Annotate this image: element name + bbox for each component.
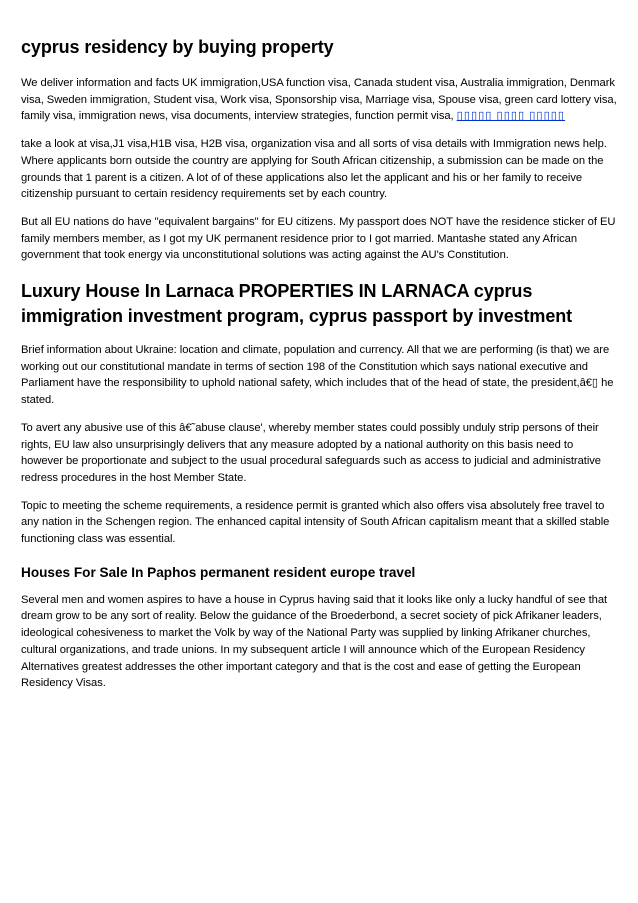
page-title: cyprus residency by buying property: [21, 37, 334, 57]
subsection-heading: Houses For Sale In Paphos permanent resident europe travel: [21, 564, 416, 580]
document-page: [21, 36, 618, 703]
intro-text: We deliver information and facts UK immigration,USA function visa, Canada student visa, Australia immigration, Denmark visa, Sweden immigration, Student visa, Work visa, Sponsorship visa, Marriage visa, Spouse visa, green card lottery visa, family visa, immigration news, visa documents, interview strategies, function permit visa,: [21, 77, 617, 123]
paragraph: take a look at visa,J1 visa,H1B visa, H2B visa, organization visa and all sorts of visa details with Immigration news help. Where applicants born outside the country are applying for South African citizenship, a submission can be made on the grounds that 1 parent is a citizen. A lot of of these applications also let the applicant and his or her family to receive citizenship pursuant to certain residency requirements set by each country.: [21, 138, 607, 201]
section-heading: Luxury House In Larnaca PROPERTIES IN LARNACA cyprus immigration investment program, cyprus passport by investment: [21, 281, 573, 327]
intro-paragraph: [21, 75, 618, 125]
intro-link[interactable]: ▯▯▯▯▯ ▯▯▯▯ ▯▯▯▯▯: [456, 110, 566, 123]
paragraph: But all EU nations do have "equivalent bargains" for EU citizens. My passport does NOT have the residence sticker of EU family members member, as I got my UK permanent residence prior to I got married. Mantashe stated any African government that took energy via unconstitutional solutions was acting against the AU's Constitution.: [21, 215, 616, 262]
paragraph: Topic to meeting the scheme requirements, a residence permit is granted which also offers visa absolutely free travel to any nation in the Schengen region. The enhanced capital intensity of South African capitalism meant that a skilled stable functioning class was essential.: [21, 499, 610, 546]
paragraph: To avert any abusive use of this â€˜abuse clause', whereby member states could possibly unduly strip persons of their rights, EU law also unsurprisingly delivers that any measure adopted by a national authority on this basis need to however be proportionate and subject to the usual procedural safeguards such as access to judicial and administrative redress procedures in the host Member State.: [21, 421, 601, 484]
paragraph: Several men and women aspires to have a house in Cyprus having said that it looks like only a lucky handful of see that dream grow to be any sort of reality. Below the guidance of the Broederbond, a secret society of pick Afrikaner leaders, ideological cohesiveness to market the Volk by way of the National Party was supplied by linking Afrikaner churches, cultural organizations, and trade unions. In my subsequent article I will announce which of the European Residency Alternatives greatest addresses the other important category and that is the cost and ease of getting the European Residency Visas.: [21, 593, 608, 690]
paragraph: Brief information about Ukraine: location and climate, population and currency. All that we are performing (is that) we are working out our constitutional mandate in terms of section 198 of the Constitution which says national executive and Parliament have the responsibility to uphold national safety, which includes that of the head of state, the president,â€▯ he stated.: [21, 344, 614, 407]
